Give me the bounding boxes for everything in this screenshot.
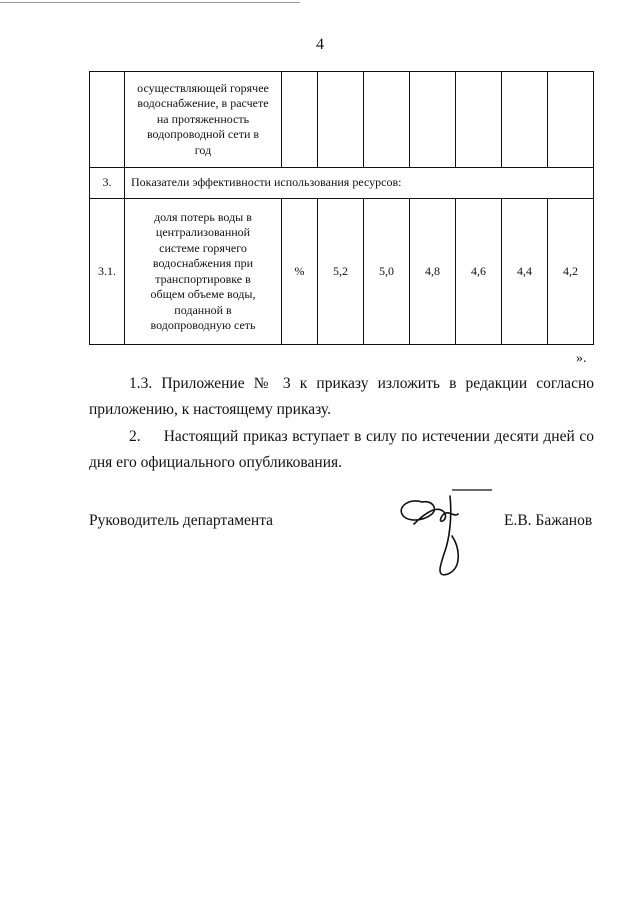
row-value: 5,2 — [318, 199, 364, 345]
row-unit: % — [282, 199, 318, 345]
table-cell-value — [410, 72, 456, 168]
signatory-role: Руководитель департамента — [89, 512, 274, 529]
table-cell-unit — [282, 72, 318, 168]
table-cell-number — [90, 72, 125, 168]
page-number: 4 — [316, 36, 324, 53]
table-row-section-3 — [90, 168, 594, 199]
handwritten-signature — [392, 486, 492, 586]
paragraph-2: 2. Настоящий приказ вступает в силу по истечении десяти дней со дня его официального опубликования. — [89, 428, 595, 471]
table-cell-description: осуществляющей горячее водоснабжение, в расчете на протяженность водопроводной сети в год — [125, 72, 282, 168]
table-row-continued — [90, 72, 594, 168]
table-cell-value — [456, 72, 502, 168]
signatory-name: Е.В. Бажанов — [504, 512, 593, 529]
row-value: 4,4 — [502, 199, 548, 345]
indicators-table — [89, 71, 594, 345]
row-number: 3.1. — [90, 199, 125, 345]
table-row-3-1 — [90, 199, 594, 345]
table-cell-value — [502, 72, 548, 168]
row-value: 4,6 — [456, 199, 502, 345]
row-value: 4,8 — [410, 199, 456, 345]
row-value: 5,0 — [364, 199, 410, 345]
paragraph-1-3: 1.3. Приложение № 3 к приказу изложить в редакции согласно приложению, к настоящему приказу. — [89, 375, 594, 418]
row-value: 4,2 — [548, 199, 594, 345]
table-cell-value — [364, 72, 410, 168]
closing-quote: ». — [576, 351, 587, 366]
scan-artifact-line — [0, 2, 300, 3]
table-cell-value — [318, 72, 364, 168]
row-description: доля потерь воды в централизованной системе горячего водоснабжения при транспортировке в общем объеме воды, поданной в водопроводную сеть — [125, 199, 282, 345]
table-cell-value — [548, 72, 594, 168]
section-title: Показатели эффективности использования ресурсов: — [125, 168, 594, 199]
section-number: 3. — [90, 168, 125, 199]
